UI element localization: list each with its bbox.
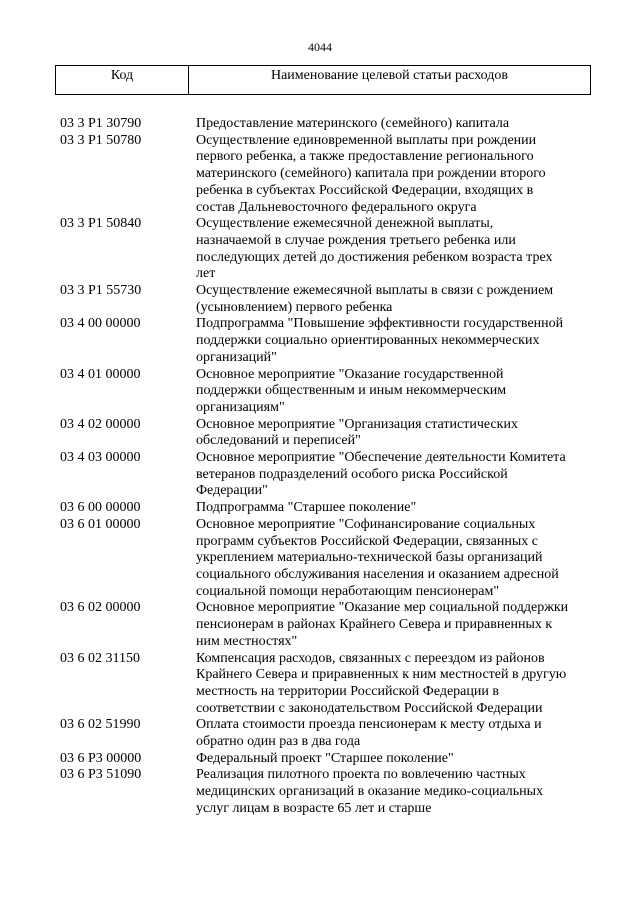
table-row — [60, 651, 586, 718]
row-name: Подпрограмма "Повышение эффективности государственной поддержки социально ориентированных некоммерческих организаций" — [196, 316, 564, 365]
header-code-label: Код — [56, 66, 189, 94]
row-name: Оплата стоимости проезда пенсионерам к месту отдыха и обратно один раз в два года — [196, 717, 542, 750]
row-code: 03 3 P1 55730 — [60, 283, 142, 299]
budget-items-list — [60, 116, 586, 818]
row-code: 03 6 02 00000 — [60, 600, 141, 616]
table-row — [60, 767, 586, 817]
row-name: Основное мероприятие "Организация статистических обследований и переписей" — [196, 416, 518, 449]
table-row — [60, 316, 586, 366]
table-row — [60, 283, 586, 316]
row-name: Основное мероприятие "Оказание государственной поддержки общественным и иным некоммерческим организациям" — [196, 366, 507, 415]
table-row — [60, 367, 586, 417]
row-code: 03 6 01 00000 — [60, 516, 141, 532]
row-name: Основное мероприятие "Обеспечение деятельности Комитета ветеранов подразделений особого риска Российской Федерации" — [196, 450, 566, 499]
table-row — [60, 600, 586, 650]
row-code: 03 3 P1 50840 — [60, 216, 142, 232]
table-row — [60, 751, 586, 768]
table-row — [60, 517, 586, 601]
row-name: Компенсация расходов, связанных с переездом из районов Крайнего Севера и приравненных к ним местностей в другую местность на территории Российской Федерации в соответствии с законодательством Российской Федерации — [196, 650, 567, 716]
row-name: Основное мероприятие "Софинансирование социальных программ субъектов Российской Федерации, связанных с укреплением материально-технической базы организаций социального обслуживания населения и оказанием адресной социальной помощи неработающим пенсионерам" — [196, 516, 559, 599]
row-name: Осуществление единовременной выплаты при рождении первого ребенка, а также предоставление регионального материнского (семейного) капитала при рождении второго ребенка в субъектах Российской Федерации, входящих в состав Дальневосточного федерального округа — [196, 132, 546, 215]
row-code: 03 6 02 51990 — [60, 717, 141, 733]
row-code: 03 4 00 00000 — [60, 316, 141, 332]
table-row — [60, 717, 586, 750]
page-number: 4044 — [308, 40, 332, 54]
row-code: 03 4 02 00000 — [60, 416, 141, 432]
table-row — [60, 216, 586, 283]
row-code: 03 6 P3 51090 — [60, 767, 142, 783]
row-name: Подпрограмма "Старшее поколение" — [196, 500, 417, 516]
table-row — [60, 417, 586, 450]
table-row — [60, 500, 586, 517]
row-name: Осуществление ежемесячной денежной выплаты, назначаемой в случае рождения третьего ребенка или последующих детей до достижения ребенком возраста трех лет — [196, 216, 553, 282]
table-row — [60, 450, 586, 500]
row-name: Основное мероприятие "Оказание мер социальной поддержки пенсионерам в районах Крайнего Севера и приравненных к ним местностях" — [196, 600, 569, 649]
table-row — [60, 116, 586, 133]
row-name: Реализация пилотного проекта по вовлечению частных медицинских организаций в оказание медико-социальных услуг лицам в возрасте 65 лет и старше — [196, 767, 544, 816]
table-header — [55, 65, 591, 95]
row-name: Федеральный проект "Старшее поколение" — [196, 750, 454, 766]
row-code: 03 6 00 00000 — [60, 500, 141, 516]
row-name: Предоставление материнского (семейного) капитала — [196, 116, 510, 131]
row-code: 03 3 P1 50780 — [60, 132, 142, 148]
row-code: 03 6 02 31150 — [60, 650, 140, 666]
row-code: 03 3 P1 30790 — [60, 116, 142, 131]
row-code: 03 6 P3 00000 — [60, 750, 142, 766]
table-row — [60, 133, 586, 217]
row-name: Осуществление ежемесячной выплаты в связи с рождением (усыновлением) первого ребенка — [196, 283, 554, 315]
header-name-label: Наименование целевой статьи расходов — [270, 68, 509, 83]
row-code: 03 4 03 00000 — [60, 450, 141, 466]
row-code: 03 4 01 00000 — [60, 366, 141, 382]
